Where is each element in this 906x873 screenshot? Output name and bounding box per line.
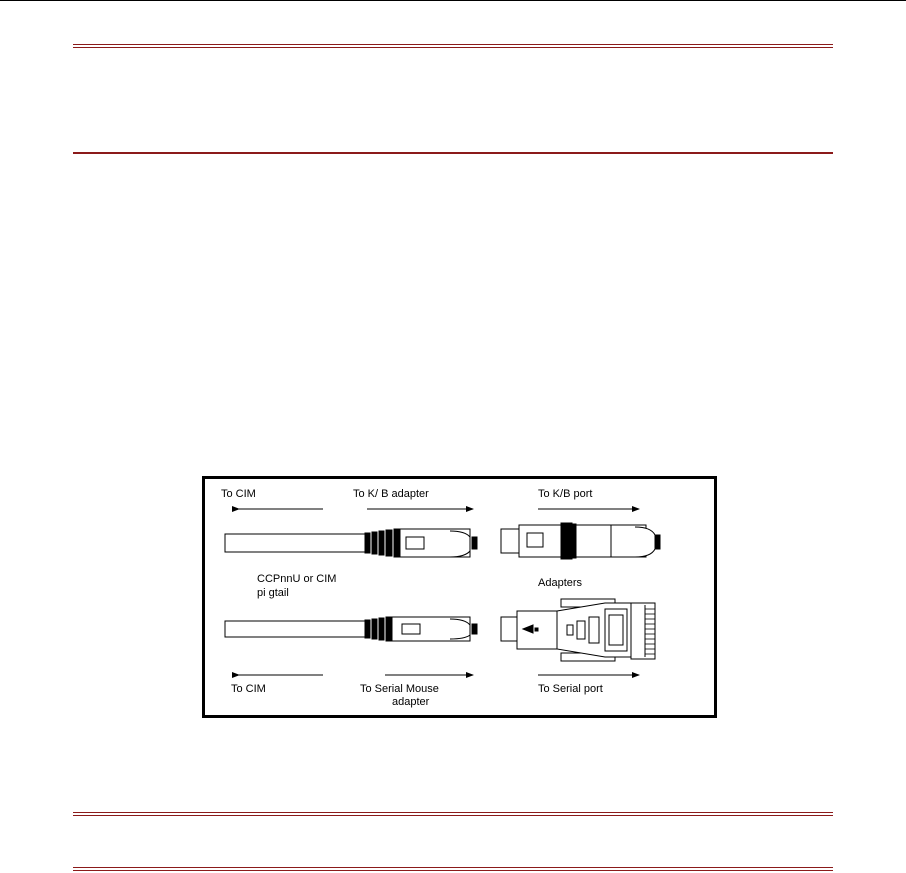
header-rule-bottom (73, 152, 833, 154)
label-to-kb-port: To K/B port (538, 488, 593, 500)
label-cable-line2: pi gtail (257, 587, 289, 599)
label-cable-line1: CCPnnU or CIM (257, 573, 337, 585)
cable-diagram (205, 479, 714, 715)
label-to-cim-bottom: To CIM (231, 683, 266, 695)
page-top-border (0, 0, 906, 1)
footer-rule-top (73, 812, 833, 816)
serial-cable (225, 617, 477, 641)
kb-cable (225, 529, 477, 557)
label-to-cim-top: To CIM (221, 488, 256, 500)
header-rule-top (73, 44, 833, 48)
cable-adapter-figure (202, 476, 717, 718)
label-to-kb-adapter: To K/ B adapter (353, 488, 429, 500)
serial-adapter (501, 599, 655, 661)
label-adapters: Adapters (538, 577, 583, 589)
kb-adapter (501, 523, 660, 559)
label-serial-mouse-line2: adapter (392, 696, 430, 708)
label-to-serial-port: To Serial port (538, 683, 603, 695)
label-serial-mouse-line1: To Serial Mouse (360, 683, 439, 695)
footer-rule-bottom (73, 867, 833, 871)
